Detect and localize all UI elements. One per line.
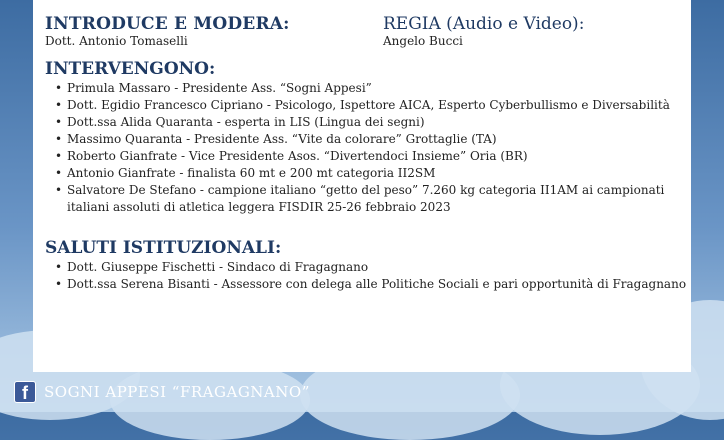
facebook-icon[interactable]: f xyxy=(14,381,36,403)
speaker-item: • Dott. Egidio Francesco Cipriano - Psicologo, Ispettore AICA, Esperto Cyberbullismo e Diversabilità xyxy=(45,97,679,114)
content-card xyxy=(33,0,691,372)
speakers-title: INTERVENGONO: xyxy=(45,59,216,79)
speaker-item: • Massimo Quaranta - Presidente Ass. “Vite da colorare” Grottaglie (TA) xyxy=(45,131,679,148)
header-row xyxy=(45,14,679,49)
greeting-item: • Dott. Giuseppe Fischetti - Sindaco di Fragagnano xyxy=(45,259,679,276)
speaker-item: • Roberto Gianfrate - Vice Presidente Asos. “Divertendoci Insieme” Oria (BR) xyxy=(45,148,679,165)
facebook-page-name[interactable]: SOGNI APPESI “FRAGAGNANO” xyxy=(44,383,310,401)
speaker-item: • Salvatore De Stefano - campione italiano “getto del peso” 7.260 kg categoria II1AM ai campionati italiani assoluti di atletica leggera FISDIR 25-26 febbraio 2023 xyxy=(45,182,679,216)
greetings-list xyxy=(45,259,687,293)
direction-name: Angelo Bucci xyxy=(383,34,463,48)
speaker-item: • Dott.ssa Alida Quaranta - esperta in LIS (Lingua dei segni) xyxy=(45,114,679,131)
moderator-name: Dott. Antonio Tomaselli xyxy=(45,34,188,48)
greetings-title: SALUTI ISTITUZIONALI: xyxy=(45,238,282,258)
direction-title: REGIA (Audio e Video): xyxy=(383,14,585,34)
speaker-item: • Antonio Gianfrate - finalista 60 mt e 200 mt categoria II2SM xyxy=(45,165,679,182)
moderator-title: INTRODUCE E MODERA: xyxy=(45,14,290,34)
moderator-block xyxy=(45,14,383,49)
speakers-list xyxy=(45,80,679,216)
direction-block xyxy=(383,14,679,49)
social-footer[interactable] xyxy=(14,381,310,403)
speaker-item: • Primula Massaro - Presidente Ass. “Sogni Appesi” xyxy=(45,80,679,97)
greeting-item: • Dott.ssa Serena Bisanti - Assessore con delega alle Politiche Sociali e pari opportunità di Fragagnano xyxy=(45,276,679,293)
